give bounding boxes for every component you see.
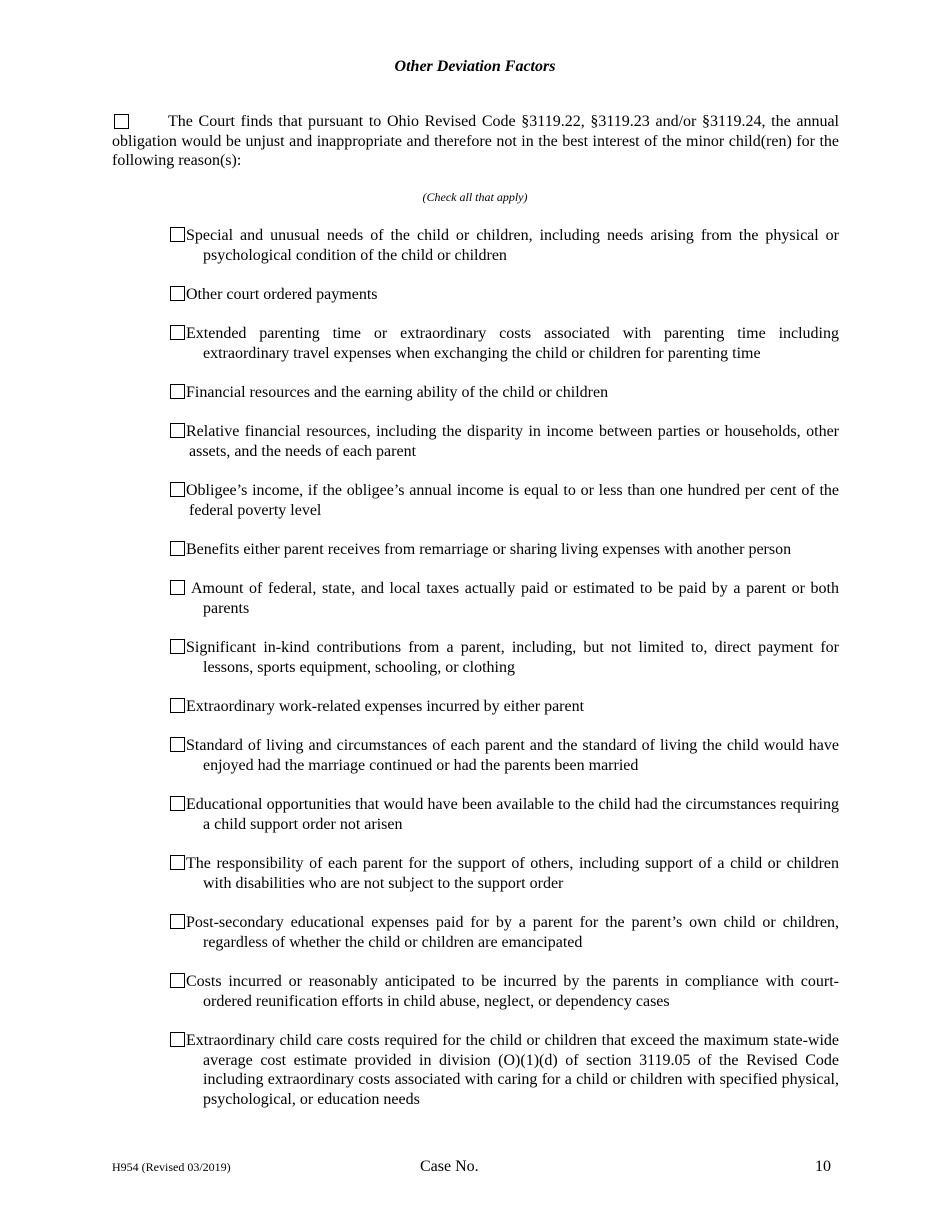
- factor-extraordinary-child-care[interactable]: [170, 1031, 839, 1109]
- factor-relative-financial-resources[interactable]: [170, 422, 839, 461]
- factor-checkbox[interactable]: [170, 698, 185, 713]
- factor-checkbox[interactable]: [170, 737, 185, 752]
- factor-label: Relative financial resources, including the disparity in income between parties or households, other assets, and the needs of each parent: [186, 423, 839, 460]
- factor-checkbox[interactable]: [170, 541, 185, 556]
- page-title: Other Deviation Factors: [394, 58, 556, 75]
- factor-checkbox[interactable]: [170, 423, 185, 438]
- factor-label: Benefits either parent receives from remarriage or sharing living expenses with another person: [186, 541, 792, 558]
- factor-educational-opportunities[interactable]: [170, 795, 839, 834]
- factor-label: Obligee’s income, if the obligee’s annual income is equal to or less than one hundred per cent of the federal poverty level: [186, 482, 839, 519]
- factor-label: Amount of federal, state, and local taxes actually paid or estimated to be paid by a parent or both parents: [191, 580, 839, 617]
- court-finding-paragraph: [112, 112, 839, 171]
- factor-checkbox[interactable]: [170, 286, 185, 301]
- factor-checkbox[interactable]: [170, 796, 185, 811]
- check-all-note: (Check all that apply): [422, 190, 528, 204]
- factor-checkbox[interactable]: [170, 639, 185, 654]
- factor-special-needs[interactable]: [170, 226, 839, 265]
- factor-label: Standard of living and circumstances of each parent and the standard of living the child would have enjoyed had the marriage continued or had the parents been married: [186, 737, 839, 774]
- factor-post-secondary-expenses[interactable]: [170, 913, 839, 952]
- factor-checkbox[interactable]: [170, 855, 185, 870]
- factor-taxes[interactable]: [170, 579, 839, 618]
- factor-reunification-costs[interactable]: [170, 972, 839, 1011]
- factor-checkbox[interactable]: [170, 914, 185, 929]
- court-finding-text: The Court finds that pursuant to Ohio Revised Code §3119.22, §3119.23 and/or §3119.24, the annual obligation would be unjust and inappropriate and therefore not in the best interest of the minor child(ren) for the following reason(s):: [112, 113, 839, 169]
- factor-label: Special and unusual needs of the child or children, including needs arising from the physical or psychological condition of the child or children: [186, 227, 839, 264]
- factor-label: Educational opportunities that would have been available to the child had the circumstances requiring a child support order not arisen: [186, 796, 839, 833]
- factor-checkbox[interactable]: [170, 482, 185, 497]
- factor-benefits-remarriage[interactable]: [170, 540, 839, 560]
- factor-label: Costs incurred or reasonably anticipated to be incurred by the parents in compliance with court-ordered reunification efforts in child abuse, neglect, or dependency cases: [186, 973, 839, 1010]
- factor-label: Financial resources and the earning ability of the child or children: [186, 384, 609, 401]
- factor-label: Other court ordered payments: [186, 286, 378, 303]
- form-identifier: H954 (Revised 03/2019): [112, 1160, 231, 1174]
- factor-label: Extraordinary work-related expenses incurred by either parent: [186, 698, 585, 715]
- factor-financial-resources-child[interactable]: [170, 383, 839, 403]
- factor-checkbox[interactable]: [170, 325, 185, 340]
- factor-work-related-expenses[interactable]: [170, 697, 839, 717]
- factor-checkbox[interactable]: [170, 384, 185, 399]
- factor-checkbox[interactable]: [170, 973, 185, 988]
- factor-in-kind-contributions[interactable]: [170, 638, 839, 677]
- factor-checkbox[interactable]: [170, 580, 185, 595]
- factor-standard-of-living[interactable]: [170, 736, 839, 775]
- factor-support-of-others[interactable]: [170, 854, 839, 893]
- factor-extended-parenting-time[interactable]: [170, 324, 839, 363]
- factor-label: The responsibility of each parent for the support of others, including support of a child or children with disabilities who are not subject to the support order: [186, 855, 839, 892]
- factor-obligee-income[interactable]: [170, 481, 839, 520]
- factor-label: Extraordinary child care costs required for the child or children that exceed the maximum state-wide average cost estimate provided in division (O)(1)(d) of section 3119.05 of the Revised Code including extraordinary costs associated with caring for a child or children with specified physical, psychological, or education needs: [186, 1032, 839, 1108]
- factor-court-ordered-payments[interactable]: [170, 285, 839, 305]
- factor-checkbox[interactable]: [170, 1032, 185, 1047]
- factor-label: Post-secondary educational expenses paid for by a parent for the parent’s own child or children, regardless of whether the child or children are emancipated: [186, 914, 839, 951]
- factor-checkbox[interactable]: [170, 227, 185, 242]
- page-number: 10: [815, 1158, 831, 1175]
- case-number-label: Case No.: [420, 1158, 479, 1175]
- factor-label: Significant in-kind contributions from a parent, including, but not limited to, direct payment for lessons, sports equipment, schooling, or clothing: [186, 639, 839, 676]
- factor-label: Extended parenting time or extraordinary costs associated with parenting time including extraordinary travel expenses when exchanging the child or children for parenting time: [186, 325, 839, 362]
